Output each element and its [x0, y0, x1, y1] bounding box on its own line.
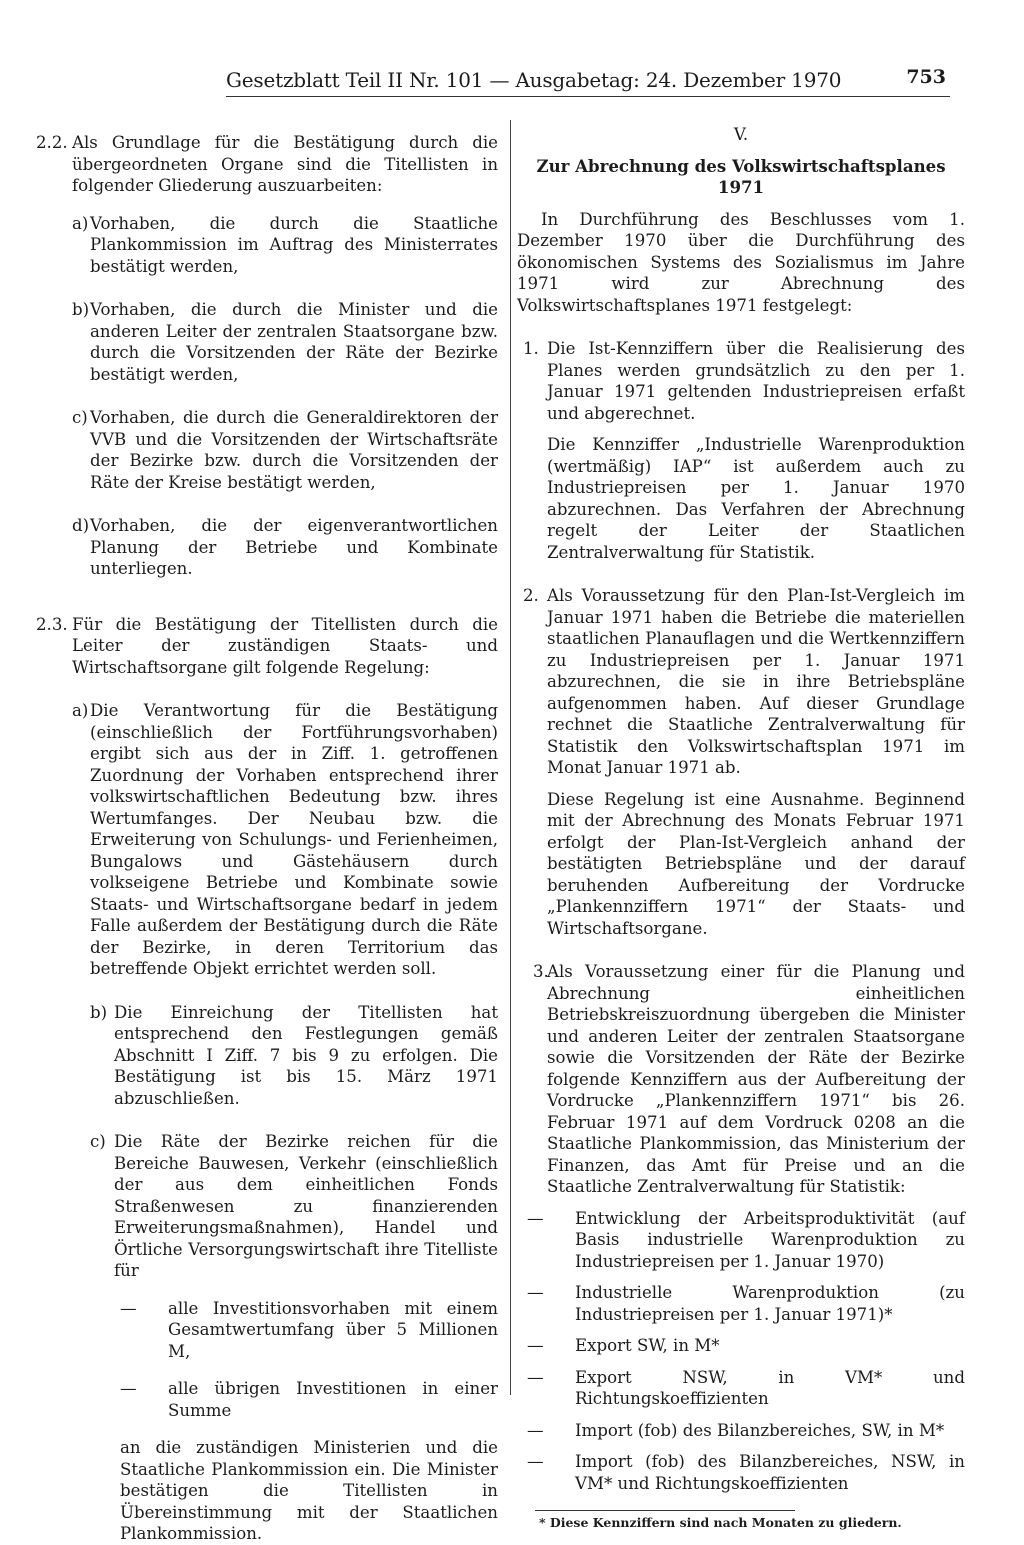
item-label: a) [72, 213, 89, 233]
item-number: 3. [533, 962, 549, 981]
dash-text: alle übrigen Investitionen in einer Summe [168, 1379, 498, 1420]
list-item [36, 700, 498, 980]
item-label: a) [72, 701, 89, 720]
item-number: 2. [523, 586, 539, 605]
dash-mark: — [527, 1420, 544, 1440]
section-number-roman: V. [733, 125, 749, 144]
intro-paragraph: In Durchführung des Beschlusses vom 1. Dezember 1970 über die Durchführung des ökonomischen Systems des Sozialismus im Jahre 1971 wird zur Abrechnung des Volkswirtschaftsplanes 1971 festgelegt: [517, 209, 965, 315]
section-number: 2.2. [36, 133, 68, 152]
item-text: Vorhaben, die durch die Minister und die anderen Leiter der zentralen Staatsorgane bzw. durch die Vorsitzenden der Räte der Bezirke bestätigt werden, [90, 300, 498, 384]
dash-item [527, 1367, 965, 1410]
dash-item [527, 1282, 965, 1325]
right-column [517, 124, 965, 1531]
dash-mark: — [120, 1298, 137, 1318]
closing-paragraph [36, 1437, 498, 1545]
item-text: Die Einreichung der Titellisten hat entsprechend den Festlegungen gemäß Abschnitt I Ziff. 7 bis 9 zu erfolgen. Die Bestätigung ist bis 15. März 1971 abzuschließen. [114, 1002, 498, 1108]
item-label: d) [72, 516, 90, 535]
dash-mark: — [527, 1367, 544, 1387]
header-title: Gesetzblatt Teil II Nr. 101 — Ausgabetag: 24. Dezember 1970 [226, 68, 842, 92]
dash-item [527, 1420, 965, 1442]
footnote: * Diese Kennziffern sind nach Monaten zu gliedern. [539, 1515, 902, 1530]
section-2-2 [36, 132, 498, 197]
item-number: 1. [523, 339, 539, 358]
section-heading: Zur Abrechnung des Volkswirtschaftsplanes 1971 [536, 155, 946, 197]
dash-mark: — [527, 1283, 544, 1302]
numbered-item [517, 585, 965, 939]
dash-text: Industrielle Warenproduktion (zu Industriepreisen per 1. Januar 1971)* [575, 1283, 965, 1324]
item-paragraph: Die Ist-Kennziffern über die Realisierung des Planes werden grundsätzlich zu den per 1. Januar 1971 geltenden Industriepreisen erfaßt und abgerechnet. [547, 339, 965, 423]
dash-mark: — [527, 1208, 544, 1228]
list-item [36, 515, 498, 580]
dash-item [527, 1451, 965, 1494]
item-paragraph: Die Kennziffer „Industrielle Warenproduktion (wertmäßig) IAP“ ist außerdem auch zu Industriepreisen per 1. Januar 1970 abzurechnen. Das Verfahren der Abrechnung regelt der Leiter der Staatlichen Zentralverwaltung für Statistik. [547, 435, 965, 562]
header-rule [226, 96, 950, 97]
dash-mark: — [527, 1452, 544, 1471]
list-item [36, 1002, 498, 1110]
dash-item [527, 1335, 965, 1357]
item-paragraph: Als Voraussetzung für den Plan-Ist-Vergleich im Januar 1971 haben die Betriebe die materiellen staatlichen Planauflagen und die Wertkennziffern zu Industriepreisen per 1. Januar 1971 abzurechnen, die sie in ihre Betriebspläne aufgenommen haben. Auf dieser Grundlage rechnet die Staatliche Zentralverwaltung für Statistik den Volkswirtschaftsplan 1971 im Monat Januar 1971 ab. [547, 586, 965, 777]
page-number: 753 [906, 66, 946, 88]
closing-text: an die zuständigen Ministerien und die Staatliche Plankommission ein. Die Minister bestätigen die Titellisten in Übereinstimmung mit der Staatlichen Plankommission. [120, 1438, 498, 1543]
list-item [36, 213, 498, 278]
dash-mark: — [527, 1336, 544, 1355]
item-paragraph: Diese Regelung ist eine Ausnahme. Beginnend mit der Abrechnung des Monats Februar 1971 erfolgt der Plan-Ist-Vergleich anhand der bestätigten Betriebspläne und der darauf beruhenden Aufbereitung der Vordrucke „Plankennziffern 1971“ der Staats- und Wirtschaftsorgane. [547, 789, 965, 938]
item-text: Die Räte der Bezirke reichen für die Bereiche Bauwesen, Verkehr (einschließlich der aus dem einheitlichen Fonds Straßenwesen zu finanzierenden Erweiterungsmaßnahmen), Handel und Örtliche Versorgungswirtschaft ihre Titelliste für [114, 1132, 498, 1280]
list-item [36, 407, 498, 493]
dash-text: Import (fob) des Bilanzbereiches, NSW, in VM* und Richtungskoeffizienten [575, 1452, 965, 1493]
section-2-3 [36, 614, 498, 679]
item-text: Vorhaben, die der eigenverantwortlichen Planung der Betriebe und Kombinate unterliegen. [90, 516, 498, 578]
item-label: c) [90, 1132, 106, 1151]
column-divider [510, 120, 511, 1395]
section-text: Als Grundlage für die Bestätigung durch die übergeordneten Organe sind die Titellisten in folgender Gliederung auszuarbeiten: [72, 133, 498, 195]
item-text: Die Verantwortung für die Bestätigung (einschließlich der Fortführungsvorhaben) ergibt sich aus der in Ziff. 1. getroffenen Zuordnung der Vorhaben entsprechend ihrer volkswirtschaftlichen Bedeutung bzw. ihres Wertumfanges. Der Neubau bzw. die Erweiterung von Schulungs- und Ferienheimen, Bungalows und Gästehäusern durch volkseigene Betriebe und Kombinate sowie Staats- und Wirtschaftsorgane bedarf in jedem Falle außerdem der Bestätigung durch die Räte der Bezirke, in deren Territorium das betreffende Objekt errichtet werden soll. [90, 701, 498, 978]
dash-text: Import (fob) des Bilanzbereiches, SW, in M* [575, 1420, 945, 1440]
section-text: Für die Bestätigung der Titellisten durch die Leiter der zuständigen Staats- und Wirtschaftsorgane gilt folgende Regelung: [72, 614, 498, 677]
left-column [36, 132, 498, 1545]
dash-item [120, 1378, 498, 1421]
dash-item [527, 1208, 965, 1273]
page-header [226, 66, 950, 106]
dash-text: Entwicklung der Arbeitsproduktivität (auf Basis industrielle Warenproduktion zu Industriepreisen per 1. Januar 1970) [575, 1208, 965, 1271]
item-label: c) [72, 408, 88, 427]
item-text: Vorhaben, die durch die Staatliche Plankommission im Auftrag des Ministerrates bestätigt werden, [90, 213, 498, 276]
dash-item [120, 1298, 498, 1363]
list-item [36, 1131, 498, 1282]
dash-text: Export NSW, in VM* und Richtungskoeffizienten [575, 1367, 965, 1408]
item-label: b) [90, 1002, 108, 1022]
list-item [36, 299, 498, 385]
section-number: 2.3. [36, 614, 68, 634]
numbered-item [517, 338, 965, 563]
item-paragraph: Als Voraussetzung einer für die Planung und Abrechnung einheitlichen Betriebskreiszuordnung übergeben die Minister und anderen Leiter der zentralen Staatsorgane sowie die Vorsitzenden der Räte der Bezirke folgende Kennziffern aus der Aufbereitung der Vordrucke „Plankennziffern 1971“ bis 26. Februar 1971 auf dem Vordruck 0208 an die Staatliche Plankommission, das Ministerium der Finanzen, das Amt für Preise und an die Staatliche Zentralverwaltung für Statistik: [547, 962, 965, 1196]
item-text: Vorhaben, die durch die Generaldirektoren der VVB und die Vorsitzenden der Wirtschaftsräte der Bezirke bzw. durch die Vorsitzenden der Räte der Kreise bestätigt werden, [90, 408, 498, 492]
dash-mark: — [120, 1379, 137, 1398]
dash-text: Export SW, in M* [575, 1336, 720, 1355]
footnote-rule [535, 1510, 795, 1511]
item-label: b) [72, 300, 90, 319]
numbered-item [517, 961, 965, 1198]
dash-text: alle Investitionsvorhaben mit einem Gesamtwertumfang über 5 Millionen M, [168, 1298, 498, 1361]
